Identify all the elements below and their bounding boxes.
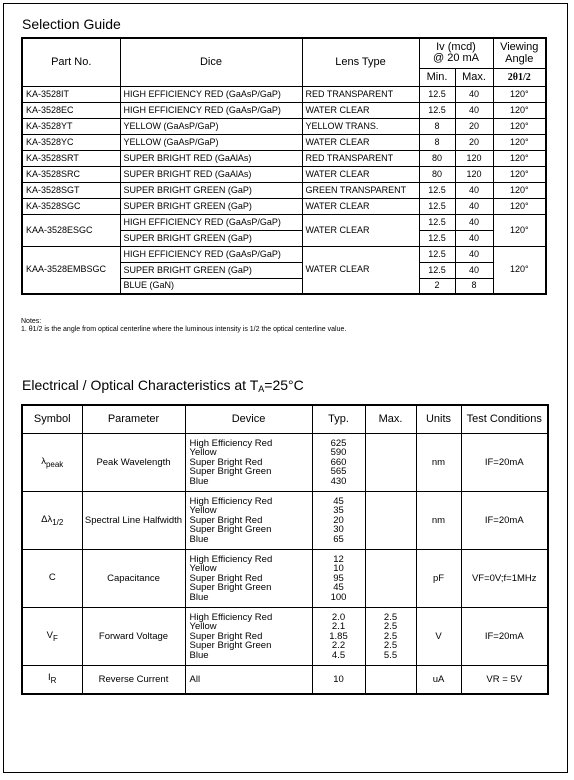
parameter-cell: Capacitance bbox=[82, 550, 185, 608]
units-cell: uA bbox=[416, 666, 461, 694]
part-number: KA-3528IT bbox=[22, 86, 120, 102]
device-item: Super Bright Green bbox=[189, 524, 272, 536]
typ-value: 12 bbox=[333, 553, 344, 565]
typ-value: 100 bbox=[330, 591, 347, 603]
max-cell bbox=[365, 492, 416, 550]
units-cell: pF bbox=[416, 550, 461, 608]
device-item: Super Bright Green bbox=[189, 640, 272, 652]
viewing-angle-cell: 120° bbox=[493, 182, 546, 198]
notes-label: Notes: bbox=[21, 318, 42, 325]
notes bbox=[21, 318, 346, 334]
dice-cell: HIGH EFFICIENCY RED (GaAsP/GaP) bbox=[120, 86, 302, 102]
iv-min-cell: 12.5 bbox=[419, 230, 455, 246]
typ-cell bbox=[312, 492, 365, 550]
part-number: KA-3528EC bbox=[22, 102, 120, 118]
dice-cell: SUPER BRIGHT RED (GaAlAs) bbox=[120, 150, 302, 166]
symbol-subscript: R bbox=[50, 676, 57, 686]
max-cell bbox=[365, 434, 416, 492]
max-value: 2.5 bbox=[383, 640, 398, 652]
typ-cell bbox=[312, 666, 365, 694]
electrical-title bbox=[22, 377, 304, 394]
max-value: 5.5 bbox=[383, 649, 398, 661]
header-lens-type: Lens Type bbox=[302, 38, 419, 86]
table-row bbox=[22, 182, 546, 198]
iv-min-cell: 8 bbox=[419, 134, 455, 150]
device-cell bbox=[185, 608, 312, 666]
test-condition-cell: IF=20mA bbox=[461, 492, 548, 550]
header-units: Units bbox=[416, 405, 461, 434]
device-list bbox=[190, 555, 310, 603]
symbol-cell bbox=[22, 550, 82, 608]
table-row bbox=[22, 666, 548, 694]
table-row bbox=[22, 102, 546, 118]
symbol-cell bbox=[22, 434, 82, 492]
symbol-main: I bbox=[48, 672, 51, 684]
max-list bbox=[368, 613, 414, 661]
iv-max-cell: 120 bbox=[455, 150, 493, 166]
device-cell bbox=[185, 666, 312, 694]
iv-max-cell: 120 bbox=[455, 166, 493, 182]
iv-max-cell: 40 bbox=[455, 198, 493, 214]
typ-list bbox=[315, 497, 363, 545]
header-viewing-angle: Viewing Angle bbox=[493, 38, 546, 68]
device-item: Yellow bbox=[189, 621, 217, 633]
viewing-angle-cell: 120° bbox=[493, 198, 546, 214]
viewing-angle-cell: 120° bbox=[493, 214, 546, 246]
dice-cell: HIGH EFFICIENCY RED (GaAsP/GaP) bbox=[120, 246, 302, 262]
typ-value: 20 bbox=[333, 514, 344, 526]
header-device: Device bbox=[185, 405, 312, 434]
typ-list bbox=[315, 439, 363, 487]
lens-type-cell: YELLOW TRANS. bbox=[302, 118, 419, 134]
typ-cell bbox=[312, 550, 365, 608]
dice-cell: SUPER BRIGHT RED (GaAlAs) bbox=[120, 166, 302, 182]
typ-value: 30 bbox=[333, 524, 344, 536]
header-min: Min. bbox=[419, 68, 455, 86]
dice-cell: HIGH EFFICIENCY RED (GaAsP/GaP) bbox=[120, 102, 302, 118]
typ-cell bbox=[312, 434, 365, 492]
viewing-angle-cell: 120° bbox=[493, 134, 546, 150]
header-iv-condition: @ 20 mA bbox=[432, 52, 479, 65]
device-item: High Efficiency Red bbox=[189, 495, 273, 507]
symbol-cell bbox=[22, 608, 82, 666]
iv-max-cell: 40 bbox=[455, 102, 493, 118]
table-row bbox=[22, 118, 546, 134]
electrical-table bbox=[21, 404, 549, 695]
typ-list bbox=[315, 675, 363, 685]
typ-value: 10 bbox=[333, 673, 344, 685]
typ-list bbox=[315, 613, 363, 661]
device-item: Blue bbox=[189, 533, 209, 545]
typ-value: 10 bbox=[333, 563, 344, 575]
dice-cell: BLUE (GaN) bbox=[120, 278, 302, 294]
iv-max-cell: 40 bbox=[455, 246, 493, 262]
part-number: KA-3528YC bbox=[22, 134, 120, 150]
device-item: Yellow bbox=[189, 563, 217, 575]
lens-type-cell: WATER CLEAR bbox=[302, 134, 419, 150]
device-item: High Efficiency Red bbox=[189, 437, 273, 449]
selection-guide-title: Selection Guide bbox=[22, 16, 121, 32]
viewing-angle-cell: 120° bbox=[493, 118, 546, 134]
iv-max-cell: 40 bbox=[455, 230, 493, 246]
device-item: Blue bbox=[189, 649, 209, 661]
max-value: 2.5 bbox=[383, 621, 398, 633]
device-item: Blue bbox=[189, 475, 209, 487]
device-cell bbox=[185, 434, 312, 492]
units-cell: V bbox=[416, 608, 461, 666]
iv-min-cell: 12.5 bbox=[419, 86, 455, 102]
iv-min-cell: 12.5 bbox=[419, 262, 455, 278]
lens-type-cell: WATER CLEAR bbox=[302, 102, 419, 118]
max-value: 2.5 bbox=[383, 630, 398, 642]
typ-value: 45 bbox=[333, 495, 344, 507]
typ-value: 2.0 bbox=[331, 611, 346, 623]
part-number: KAA-3528EMBSGC bbox=[22, 246, 120, 294]
part-number: KA-3528YT bbox=[22, 118, 120, 134]
dice-cell: HIGH EFFICIENCY RED (GaAsP/GaP) bbox=[120, 214, 302, 230]
table-row bbox=[22, 214, 546, 230]
lens-type-cell: WATER CLEAR bbox=[302, 166, 419, 182]
test-condition-cell: IF=20mA bbox=[461, 608, 548, 666]
symbol-subscript: F bbox=[52, 633, 58, 643]
device-item: All bbox=[189, 673, 201, 685]
symbol-subscript: 1/2 bbox=[52, 517, 64, 527]
device-item: Blue bbox=[189, 591, 209, 603]
symbol-cell bbox=[22, 666, 82, 694]
header-iv bbox=[419, 38, 493, 68]
max-cell bbox=[365, 608, 416, 666]
table-row bbox=[22, 608, 548, 666]
lens-type-cell: GREEN TRANSPARENT bbox=[302, 182, 419, 198]
device-cell bbox=[185, 492, 312, 550]
device-list bbox=[190, 675, 310, 685]
test-condition-cell: VR = 5V bbox=[461, 666, 548, 694]
symbol-main: C bbox=[48, 571, 56, 583]
device-item: Super Bright Green bbox=[189, 582, 272, 594]
table-row bbox=[22, 166, 546, 182]
viewing-angle-cell: 120° bbox=[493, 86, 546, 102]
dice-cell: SUPER BRIGHT GREEN (GaP) bbox=[120, 182, 302, 198]
typ-value: 95 bbox=[333, 572, 344, 584]
lens-type-cell: RED TRANSPARENT bbox=[302, 150, 419, 166]
table-row bbox=[22, 434, 548, 492]
header-typ: Typ. bbox=[312, 405, 365, 434]
iv-max-cell: 8 bbox=[455, 278, 493, 294]
table-row bbox=[22, 550, 548, 608]
lens-type-cell: WATER CLEAR bbox=[302, 198, 419, 214]
device-item: High Efficiency Red bbox=[189, 553, 273, 565]
part-number: KA-3528SGT bbox=[22, 182, 120, 198]
dice-cell: YELLOW (GaAsP/GaP) bbox=[120, 118, 302, 134]
device-item: Yellow bbox=[189, 447, 217, 459]
notes-text: 1. θ1/2 is the angle from optical centerline where the luminous intensity is 1/2 the optical centerline value. bbox=[21, 326, 347, 333]
device-item: Super Bright Red bbox=[189, 514, 263, 526]
test-condition-cell: VF=0V;f=1MHz bbox=[461, 550, 548, 608]
typ-value: 4.5 bbox=[331, 649, 346, 661]
header-max: Max. bbox=[365, 405, 416, 434]
typ-cell bbox=[312, 608, 365, 666]
device-item: Super Bright Red bbox=[189, 630, 263, 642]
lens-type-cell: WATER CLEAR bbox=[302, 214, 419, 246]
typ-value: 65 bbox=[333, 533, 344, 545]
typ-value: 660 bbox=[330, 456, 347, 468]
table-row bbox=[22, 134, 546, 150]
units-cell: nm bbox=[416, 492, 461, 550]
device-list bbox=[190, 497, 310, 545]
symbol-subscript: peak bbox=[45, 459, 64, 469]
table-row bbox=[22, 198, 546, 214]
selection-guide-table bbox=[21, 37, 547, 295]
typ-list bbox=[315, 555, 363, 603]
symbol-cell bbox=[22, 492, 82, 550]
viewing-angle-cell: 120° bbox=[493, 246, 546, 294]
iv-max-cell: 40 bbox=[455, 214, 493, 230]
symbol-main: V bbox=[46, 629, 53, 641]
iv-min-cell: 8 bbox=[419, 118, 455, 134]
part-number: KA-3528SRC bbox=[22, 166, 120, 182]
device-list bbox=[190, 439, 310, 487]
max-value: 2.5 bbox=[383, 611, 398, 623]
device-list bbox=[190, 613, 310, 661]
iv-max-cell: 40 bbox=[455, 262, 493, 278]
typ-value: 1.85 bbox=[329, 630, 348, 642]
part-number: KA-3528SRT bbox=[22, 150, 120, 166]
iv-max-cell: 40 bbox=[455, 86, 493, 102]
part-number: KAA-3528ESGC bbox=[22, 214, 120, 246]
viewing-angle-cell: 120° bbox=[493, 102, 546, 118]
iv-max-cell: 40 bbox=[455, 182, 493, 198]
iv-min-cell: 12.5 bbox=[419, 182, 455, 198]
header-part-no: Part No. bbox=[22, 38, 120, 86]
typ-value: 2.2 bbox=[331, 640, 346, 652]
parameter-cell: Spectral Line Halfwidth bbox=[82, 492, 185, 550]
iv-min-cell: 2 bbox=[419, 278, 455, 294]
parameter-cell: Reverse Current bbox=[82, 666, 185, 694]
device-item: Yellow bbox=[189, 505, 217, 517]
lens-type-cell: WATER CLEAR bbox=[302, 246, 419, 294]
table-row bbox=[22, 246, 546, 262]
dice-cell: SUPER BRIGHT GREEN (GaP) bbox=[120, 230, 302, 246]
device-item: High Efficiency Red bbox=[189, 611, 273, 623]
typ-value: 590 bbox=[330, 447, 347, 459]
viewing-angle-cell: 120° bbox=[493, 166, 546, 182]
iv-max-cell: 20 bbox=[455, 134, 493, 150]
dice-cell: SUPER BRIGHT GREEN (GaP) bbox=[120, 262, 302, 278]
device-item: Super Bright Green bbox=[189, 466, 272, 478]
iv-min-cell: 80 bbox=[419, 150, 455, 166]
lens-type-cell: RED TRANSPARENT bbox=[302, 86, 419, 102]
units-cell: nm bbox=[416, 434, 461, 492]
typ-value: 625 bbox=[330, 437, 347, 449]
typ-value: 35 bbox=[333, 505, 344, 517]
typ-value: 565 bbox=[330, 466, 347, 478]
iv-min-cell: 80 bbox=[419, 166, 455, 182]
header-angle-symbol: 2θ1/2 bbox=[493, 68, 546, 86]
max-cell bbox=[365, 550, 416, 608]
symbol-main: λ bbox=[41, 455, 46, 467]
iv-min-cell: 12.5 bbox=[419, 246, 455, 262]
electrical-title-tail: =25°C bbox=[264, 377, 304, 393]
table-row bbox=[22, 150, 546, 166]
max-cell bbox=[365, 666, 416, 694]
dice-cell: SUPER BRIGHT GREEN (GaP) bbox=[120, 198, 302, 214]
electrical-title-sub: A bbox=[258, 384, 265, 394]
typ-value: 45 bbox=[333, 582, 344, 594]
iv-min-cell: 12.5 bbox=[419, 214, 455, 230]
table-row bbox=[22, 86, 546, 102]
header-max: Max. bbox=[455, 68, 493, 86]
device-item: Super Bright Red bbox=[189, 456, 263, 468]
part-number: KA-3528SGC bbox=[22, 198, 120, 214]
header-test-conditions: Test Conditions bbox=[461, 405, 548, 434]
header-symbol: Symbol bbox=[22, 405, 82, 434]
typ-value: 430 bbox=[330, 475, 347, 487]
test-condition-cell: IF=20mA bbox=[461, 434, 548, 492]
symbol-main: Δλ bbox=[41, 513, 53, 525]
table-row bbox=[22, 492, 548, 550]
header-dice: Dice bbox=[120, 38, 302, 86]
dice-cell: YELLOW (GaAsP/GaP) bbox=[120, 134, 302, 150]
header-parameter: Parameter bbox=[82, 405, 185, 434]
electrical-title-main: Electrical / Optical Characteristics at T bbox=[22, 377, 259, 393]
iv-min-cell: 12.5 bbox=[419, 198, 455, 214]
parameter-cell: Peak Wavelength bbox=[82, 434, 185, 492]
iv-max-cell: 20 bbox=[455, 118, 493, 134]
header-iv-label: Iv (mcd) bbox=[436, 41, 476, 54]
typ-value: 2.1 bbox=[331, 621, 346, 633]
viewing-angle-cell: 120° bbox=[493, 150, 546, 166]
device-item: Super Bright Red bbox=[189, 572, 263, 584]
device-cell bbox=[185, 550, 312, 608]
iv-min-cell: 12.5 bbox=[419, 102, 455, 118]
parameter-cell: Forward Voltage bbox=[82, 608, 185, 666]
